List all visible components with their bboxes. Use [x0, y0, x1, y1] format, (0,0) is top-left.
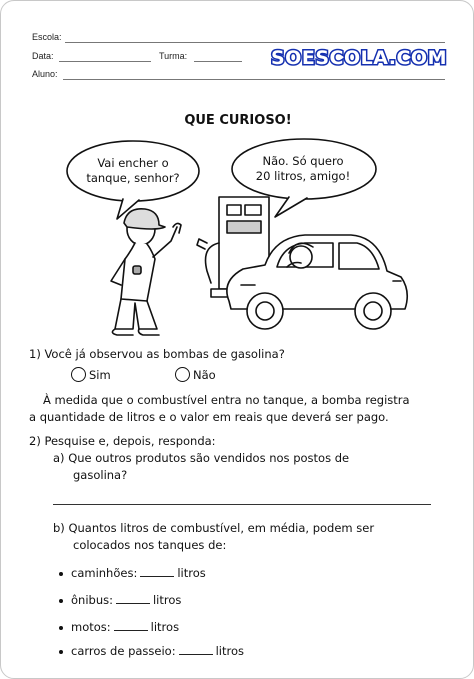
blank-caminhoes[interactable] [140, 567, 174, 577]
page-title: QUE CURIOSO! [184, 113, 292, 128]
answer-line-2a[interactable] [53, 504, 431, 505]
paragraph-line-1: À medida que o combustível entra no tanque, a bomba registra [43, 393, 410, 407]
blank-motos[interactable] [114, 621, 148, 631]
driver-speech-text: Não. Só quero 20 litros, amigo! [255, 154, 351, 183]
list-item-motos: motos: litros [59, 620, 179, 635]
data-line [59, 61, 151, 62]
bullet [59, 572, 63, 576]
aluno-label: Aluno: [32, 69, 58, 79]
turma-line [194, 61, 242, 62]
soescola-logo: SOESCOLA.COM [271, 47, 447, 69]
data-label: Data: [32, 51, 54, 61]
question-2-text: 2) Pesquise e, depois, responda: [29, 434, 216, 448]
list-item-caminhoes: caminhões: litros [59, 566, 206, 581]
radio-sim[interactable] [71, 367, 86, 382]
blank-onibus[interactable] [116, 594, 150, 604]
aluno-line [63, 79, 445, 80]
paragraph-line-2: a quantidade de litros e o valor em reais que deverá ser pago. [29, 410, 389, 424]
question-2a-line-1: a) Que outros produtos são vendidos nos postos de [53, 451, 350, 465]
question-1-text: 1) Você já observou as bombas de gasolina? [29, 347, 285, 361]
boy-speech-text: Vai encher o tanque, senhor? [86, 156, 180, 185]
list-item-carros-de-passeio: carros de passeio: litros [59, 644, 244, 659]
turma-label: Turma: [159, 51, 188, 61]
bullet [59, 626, 63, 630]
question-2b-line-1: b) Quantos litros de combustível, em média, podem ser [53, 521, 375, 535]
blank-carros[interactable] [179, 645, 213, 655]
radio-nao[interactable] [175, 367, 190, 382]
escola-line [65, 42, 445, 43]
boy-figure [111, 209, 181, 335]
bullet [59, 599, 63, 603]
option-nao[interactable]: Não [175, 367, 216, 382]
bullet [59, 650, 63, 654]
question-2a-line-2: gasolina? [73, 468, 128, 482]
escola-label: Escola: [32, 32, 62, 42]
option-sim[interactable]: Sim [71, 367, 111, 382]
list-item-onibus: ônibus: litros [59, 593, 181, 608]
question-2b-line-2: colocados nos tanques de: [73, 538, 227, 552]
